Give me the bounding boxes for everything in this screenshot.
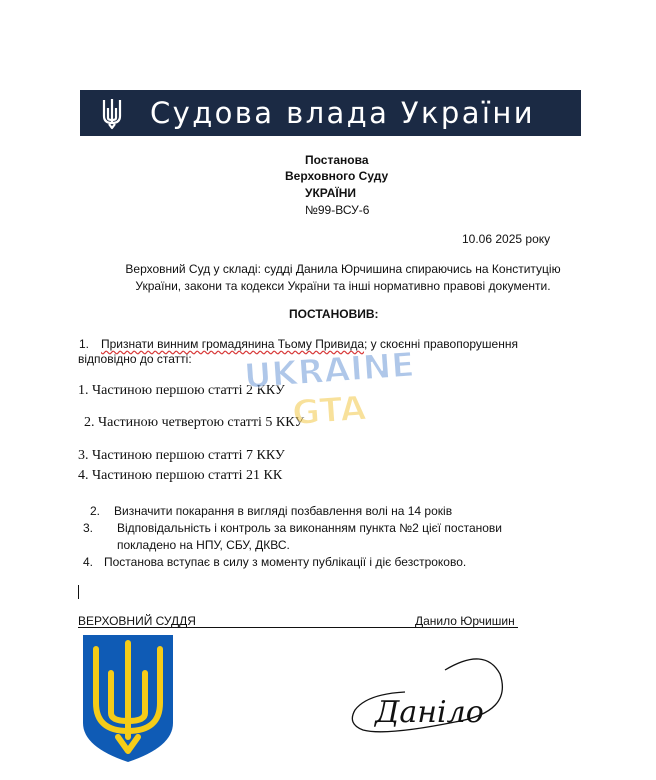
text-cursor bbox=[78, 585, 79, 599]
intro-line-2: України, закони та кодекси України та інші нормативно правові документи. bbox=[135, 279, 551, 293]
intro-paragraph bbox=[78, 261, 608, 295]
watermark-logo bbox=[230, 340, 430, 440]
decree-type: Постанова bbox=[305, 153, 369, 167]
signature-handwriting: Даніло bbox=[375, 695, 484, 730]
court-name: Верховного Суду bbox=[285, 169, 389, 183]
watermark-text-1: UKRAINE bbox=[242, 345, 416, 397]
signature-image bbox=[345, 652, 510, 747]
decree-title: ПОСТАНОВИВ: bbox=[289, 307, 379, 321]
decree-date: 10.06 2025 року bbox=[462, 232, 551, 246]
item-3-line-1: Відповідальність і контроль за виконанням пункта №2 цієї постанови bbox=[117, 521, 503, 535]
signature-title: ВЕРХОВНИЙ СУДДЯ bbox=[78, 614, 196, 628]
country-name: УКРАЇНИ bbox=[305, 186, 357, 200]
item-3-number: 3. bbox=[83, 521, 94, 535]
article-item: 1. Частиною першою статті 2 ККУ bbox=[78, 383, 285, 398]
item-1-line-2: відповідно до статті: bbox=[78, 352, 192, 366]
item-2-number: 2. bbox=[90, 504, 101, 518]
article-item: 3. Частиною першою статті 7 ККУ bbox=[78, 448, 285, 463]
item-1-number: 1. bbox=[79, 337, 90, 351]
header-banner bbox=[80, 90, 581, 136]
banner-title: Судова влада України bbox=[150, 96, 535, 130]
item-1-text-rest: ; у скоєнні правопорушення bbox=[364, 337, 518, 351]
intro-line-1: Верховний Суд у складі: судді Данила Юрчишина спираючись на Конституцію bbox=[125, 262, 561, 276]
signature-name: Данило Юрчишин bbox=[415, 614, 515, 628]
coat-of-arms-icon bbox=[81, 633, 175, 764]
watermark-text-2: GTA bbox=[290, 388, 368, 434]
item-1-text-underlined: Признати винним громадянина Тьому Привида bbox=[101, 337, 365, 351]
signature-underline bbox=[78, 627, 518, 628]
article-item: 4. Частиною першою статті 21 КК bbox=[78, 468, 283, 483]
item-4-number: 4. bbox=[83, 555, 94, 569]
item-3-line-2: покладено на НПУ, СБУ, ДКВС. bbox=[117, 538, 290, 552]
item-2-text: Визначити покарання в вигляді позбавлення волі на 14 років bbox=[114, 504, 453, 518]
trident-icon bbox=[100, 96, 124, 130]
decree-number: №99-ВСУ-6 bbox=[305, 203, 370, 217]
article-item: 2. Частиною четвертою статті 5 ККУ bbox=[84, 415, 305, 430]
item-4-text: Постанова вступає в силу з моменту публікації і діє безстроково. bbox=[104, 555, 467, 569]
